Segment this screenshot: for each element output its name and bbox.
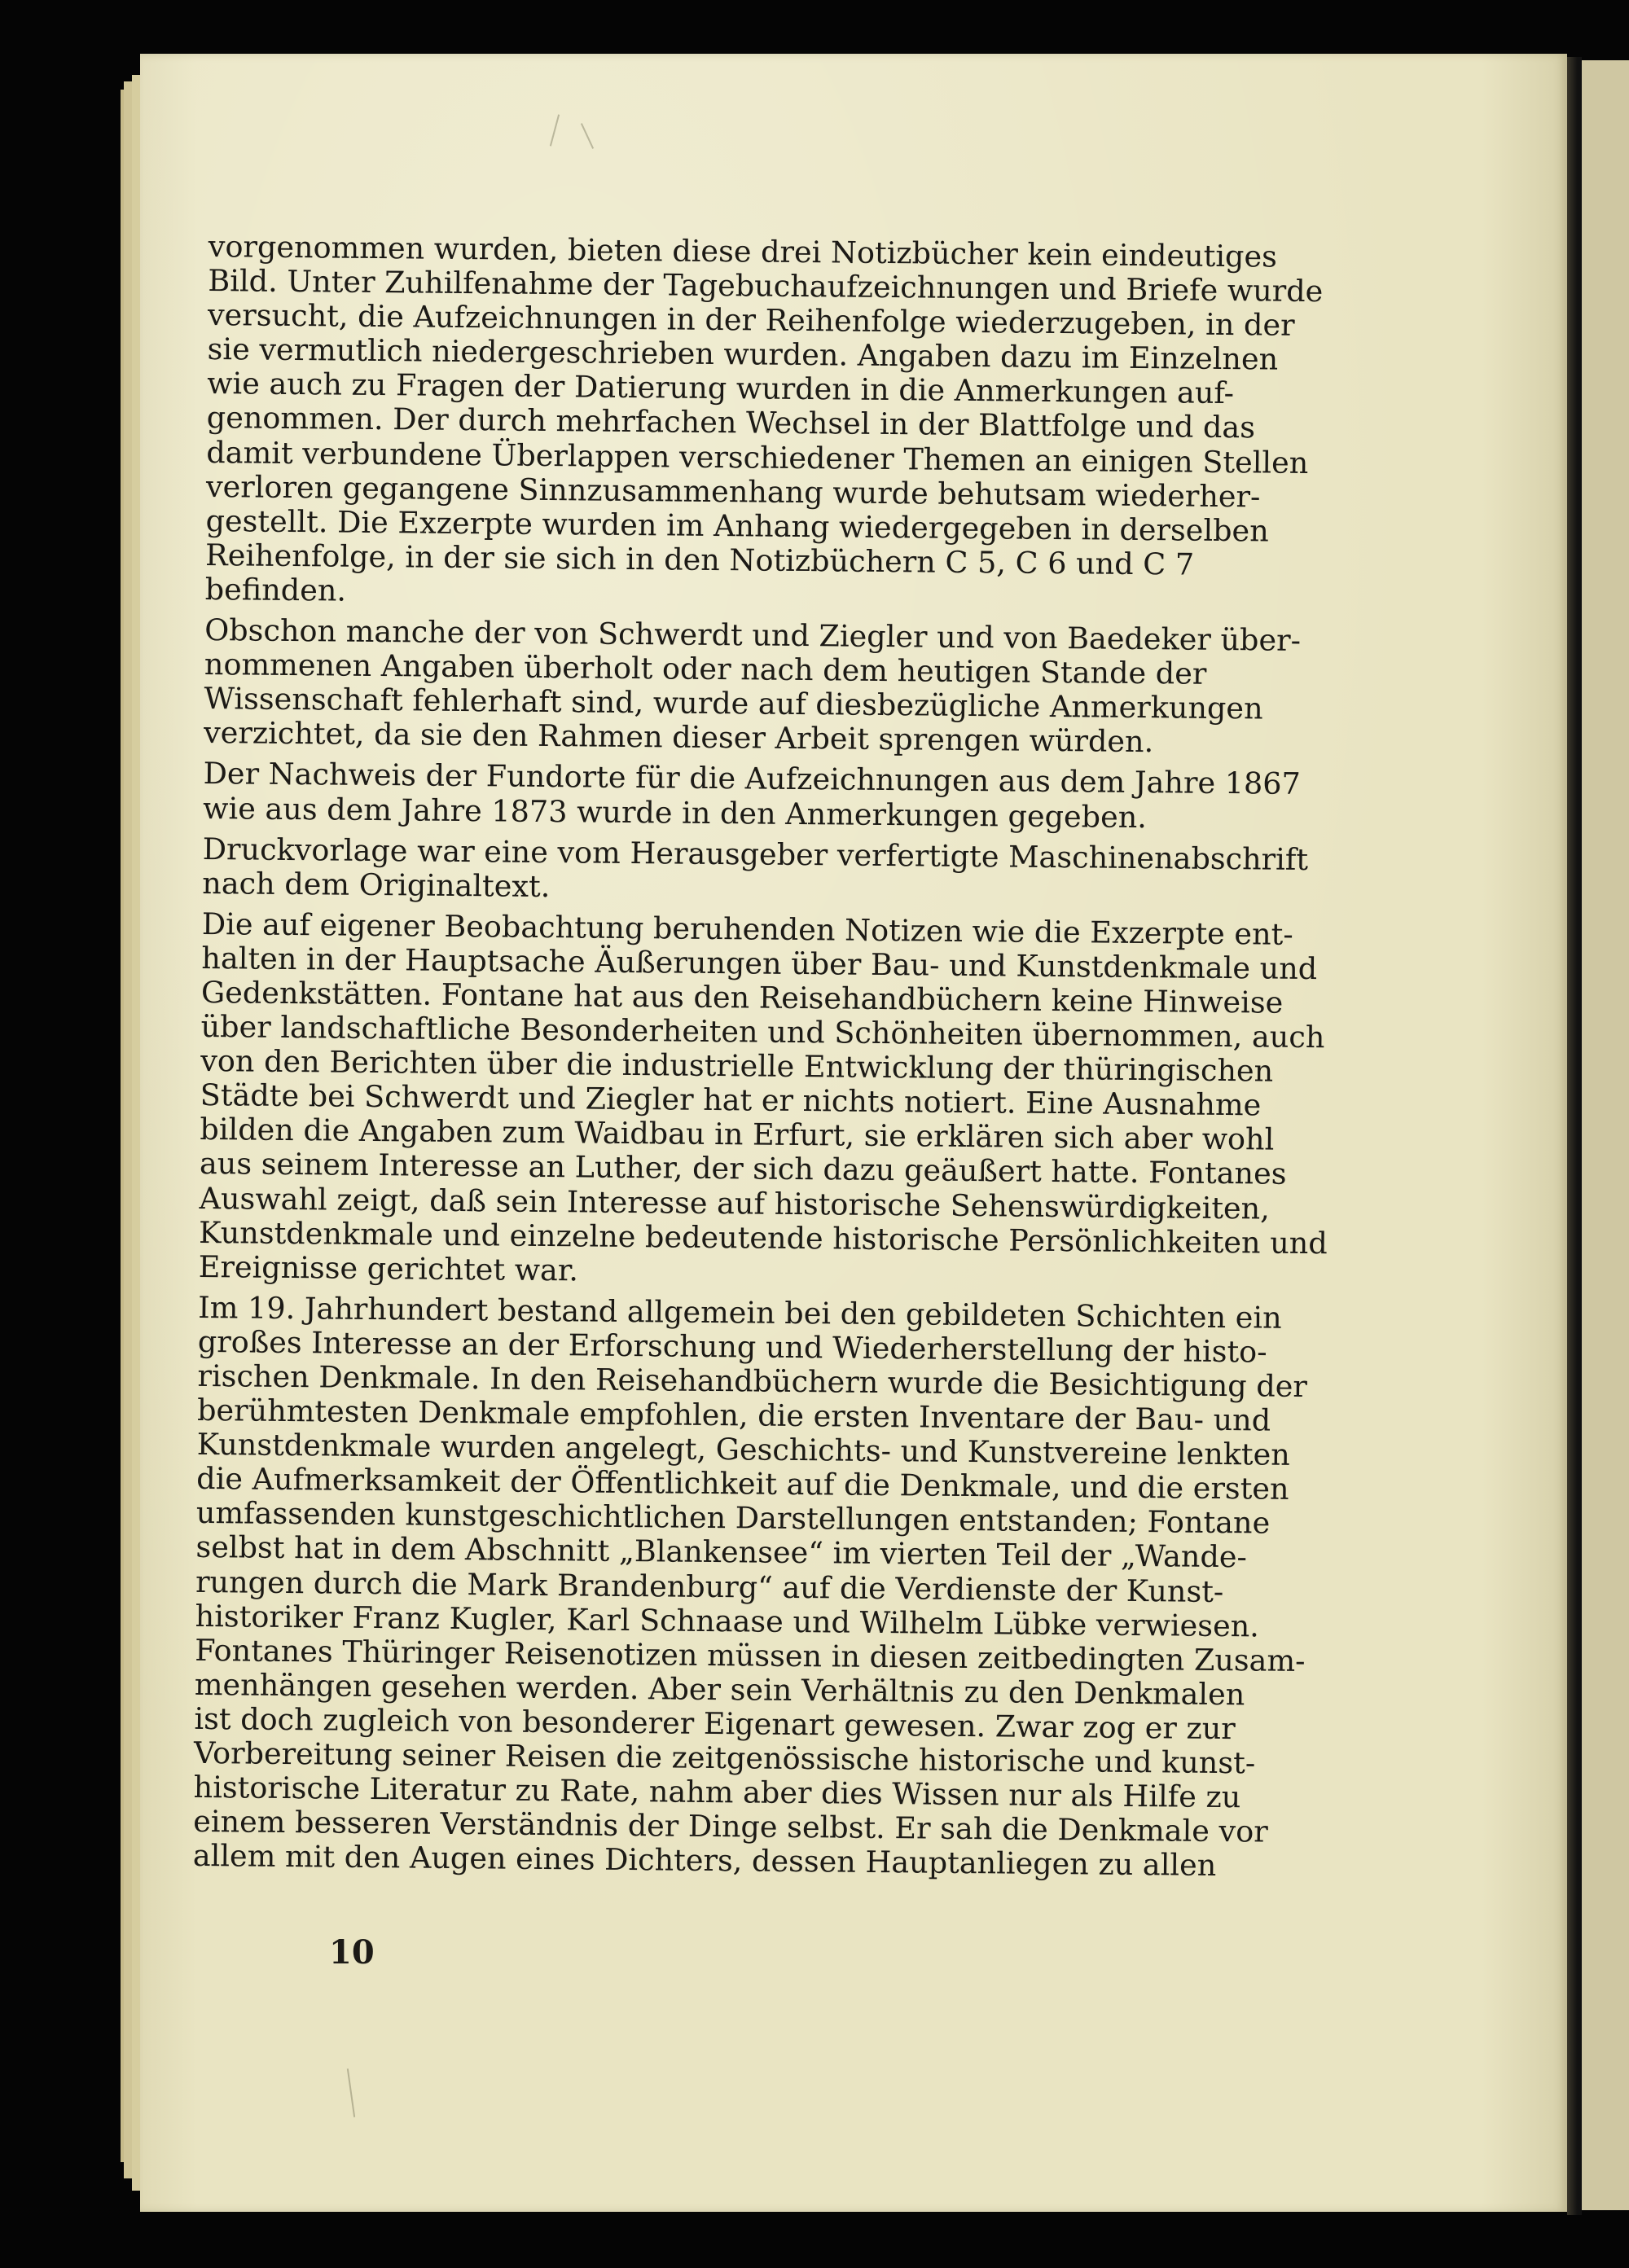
book-gutter: [1567, 57, 1582, 2215]
paragraph-3: Der Nachweis der Fundorte für die Aufzeichnungen aus dem Jahre 1867 wie aus dem Jahre 1873 wurde in den Anmerkungen gegeben.: [202, 756, 1301, 835]
body-text: [193, 230, 1453, 1892]
paragraph-5: Die auf eigener Beobachtung beruhenden Notizen wie die Exzerpte ent- halten in der Hauptsache Äußerungen über Bau- und Kunstdenkmale und Gedenkstätten. Fontane hat aus den Reisehandbüchern keine Hinweise über landschaftliche Besonderheiten und Schönheiten übernommen, auch von den Berichten über die industrielle Entwicklung der thüringischen Städte bei Schwerdt und Ziegler hat er nichts notiert. Eine Ausnahme bilden die Angaben zum Waidbau in Erfurt, sie erklären sich aber wohl aus seinem Interesse an Luther, der sich dazu geäußert hatte. Fontanes Auswahl zeigt, daß sein Interesse auf historische Sehenswürdigkeiten, Kunstdenkmale und einzelne bedeutende historische Persönlichkeiten und Ereignisse gerichtet war.: [198, 906, 1328, 1288]
paragraph-6: Im 19. Jahrhundert bestand allgemein bei den gebildeten Schichten ein großes Interesse an der Erforschung und Wiederherstellung der histo- rischen Denkmale. In den Reisehandbüchern wurde die Besichtigung der berühmtesten Denkmale empfohlen, die ersten Inventare der Bau- und Kunstdenkmale wurden angelegt, Geschichts- und Kunstvereine lenkten die Aufmerksamkeit der Öffentlichkeit auf die Denkmale, und die ersten umfassenden kunstgeschichtlichen Darstellungen entstanden; Fontane selbst hat in dem Abschnitt „Blankensee“ im vierten Teil der „Wande- rungen durch die Mark Brandenburg“ auf die Verdienste der Kunst- historiker Franz Kugler, Karl Schnaase und Wilhelm Lübke verwiesen. Fontanes Thüringer Reisenotizen müssen in diesen zeitbedingten Zusam- menhängen gesehen werden. Aber sein Verhältnis zu den Denkmalen ist doch zugleich von besonderer Eigenart gewesen. Zwar zog er zur Vorbereitung seiner Reisen die zeitgenössische historische und kunst- historische Literatur zu Rate, nahm aber dies Wissen nur als Hilfe zu einem besseren Verständnis der Dinge selbst. Er sah die Denkmale vor allem mit den Augen eines Dichters, dessen Hauptanliegen zu allen: [192, 1289, 1308, 1884]
paragraph-2: Obschon manche der von Schwerdt und Ziegler und von Baedeker über- nommenen Angaben überholt oder nach dem heutigen Stande der Wissenschaft fehlerhaft sind, wurde auf diesbezügliche Anmerkungen verzichtet, da sie den Rahmen dieser Arbeit sprengen würden.: [203, 612, 1302, 760]
adjacent-page-strip: [1582, 60, 1629, 2210]
paragraph-4: Druckvorlage war eine vom Herausgeber verfertigte Maschinenabschrift nach dem Originaltext.: [202, 831, 1309, 904]
paragraph-1: vorgenommen wurden, bieten diese drei Notizbücher kein eindeutiges Bild. Unter Zuhilfenahme der Tagebuchaufzeichnungen und Briefe wurde versucht, die Aufzeichnungen in der Reihenfolge wiederzugeben, in der sie vermutlich niedergeschrieben wurden. Angaben dazu im Einzelnen wie auch zu Fragen der Datierung wurden in die Anmerkungen auf- genommen. Der durch mehrfachen Wechsel in der Blattfolge und das damit verbundene Überlappen verschiedener Themen an einigen Stellen verloren gegangene Sinnzusammenhang wurde behutsam wiederher- gestellt. Die Exzerpte wurden im Anhang wiedergegeben in derselben Reihenfolge, in der sie sich in den Notizbüchern C 5, C 6 und C 7 befinden.: [204, 229, 1324, 608]
page-number: 10: [329, 1933, 375, 1972]
